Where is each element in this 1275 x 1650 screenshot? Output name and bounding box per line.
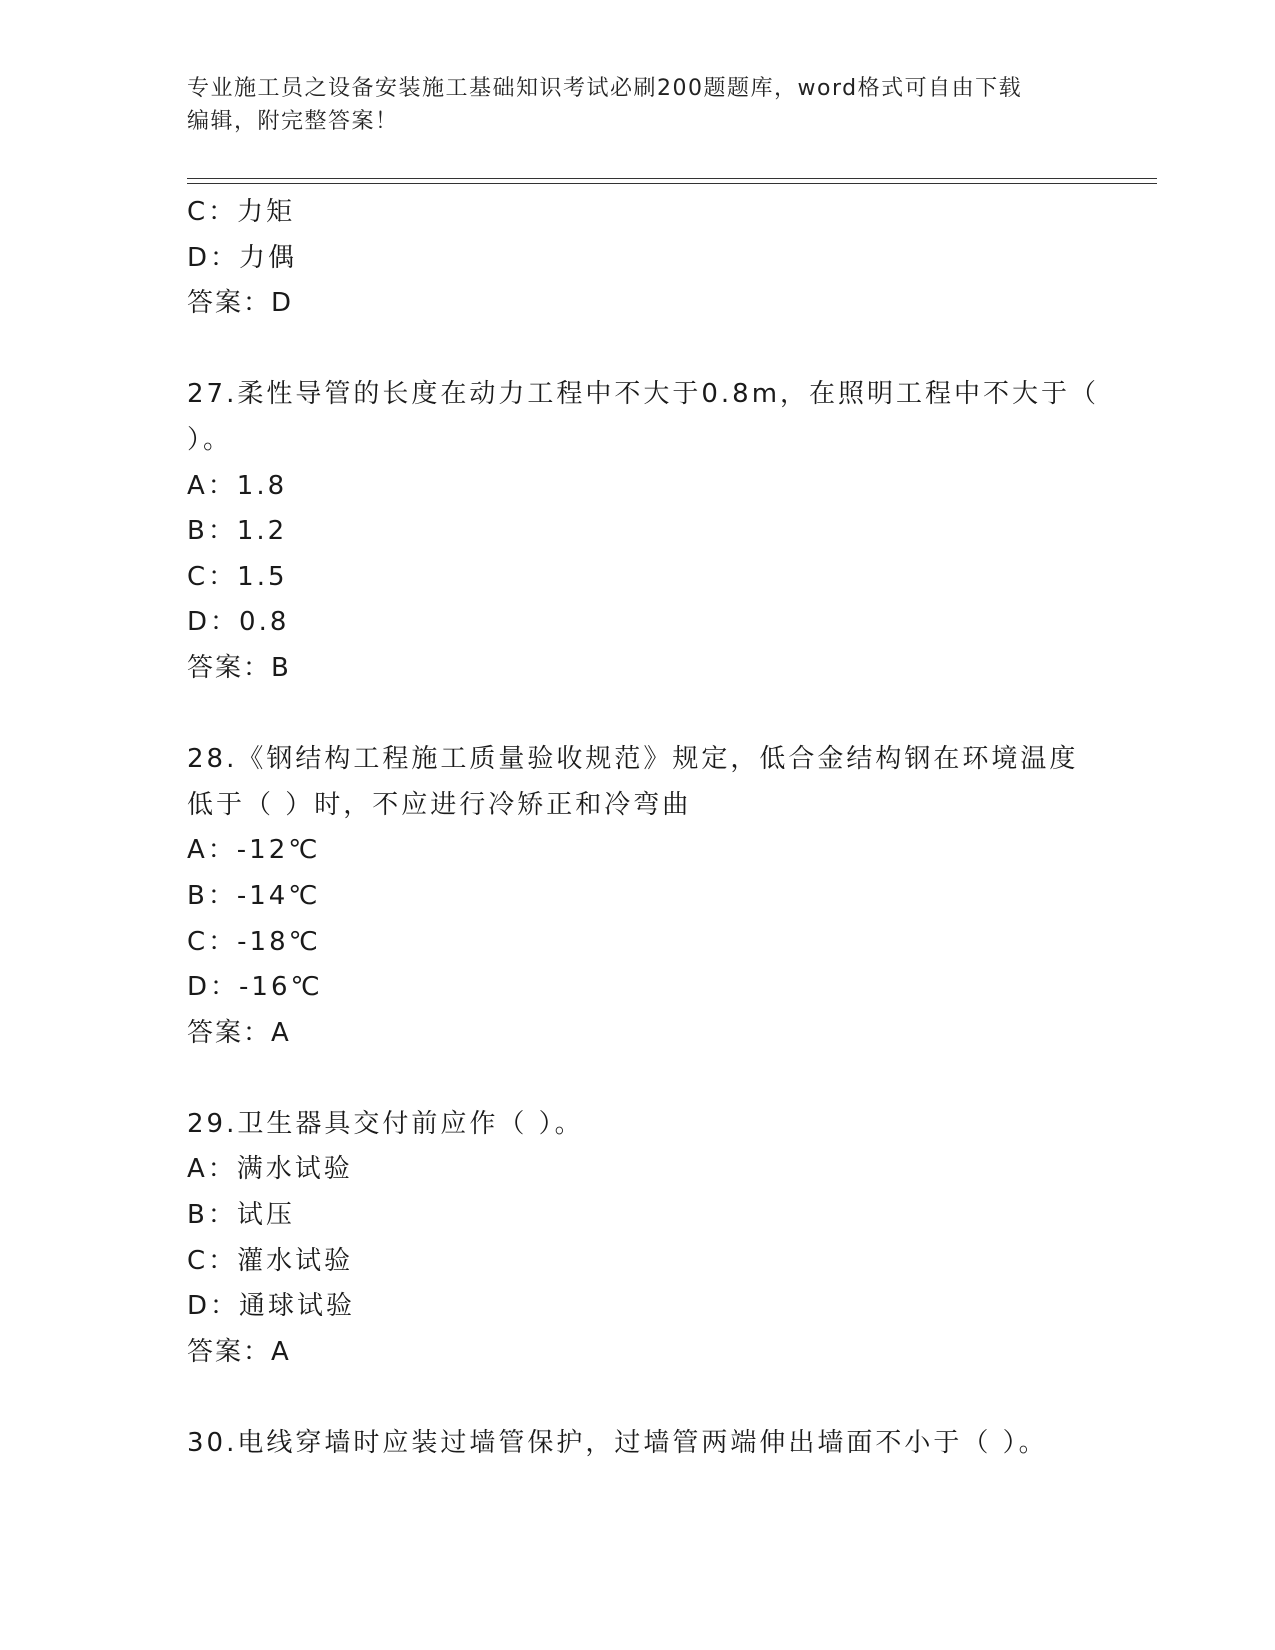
question-text: 30.电线穿墙时应装过墙管保护，过墙管两端伸出墙面不小于（ ）。	[187, 1428, 1048, 1459]
header-divider-top	[187, 178, 1157, 179]
question-27	[187, 372, 1100, 691]
question-text: 29.卫生器具交付前应作（ ）。	[187, 1108, 584, 1139]
question-text: 28.《钢结构工程施工质量验收规范》规定，低合金结构钢在环境温度	[187, 744, 1079, 775]
document-header	[187, 72, 1087, 138]
option-a: A：满水试验	[187, 1154, 353, 1185]
option-d: D：-16℃	[187, 972, 323, 1003]
question-list	[187, 190, 1100, 1467]
question-text-continued: ）。	[187, 424, 233, 455]
option-c: C：-18℃	[187, 926, 321, 957]
question-text-continued: 低于（ ）时，不应进行冷矫正和冷弯曲	[187, 789, 692, 820]
option-c: C：1.5	[187, 561, 288, 592]
option-b: B：试压	[187, 1200, 295, 1231]
answer-line: 答案：B	[187, 652, 291, 683]
question-26-tail	[187, 190, 1087, 327]
spacer	[187, 692, 1087, 738]
question-28	[187, 737, 1087, 1056]
option-d: D：通球试验	[187, 1291, 356, 1322]
option-d: D：力偶	[187, 242, 298, 273]
question-text: 27.柔性导管的长度在动力工程中不大于0.8m，在照明工程中不大于（	[187, 379, 1100, 410]
option-c: C：灌水试验	[187, 1245, 354, 1276]
option-a: A：-12℃	[187, 835, 321, 866]
header-divider-bottom	[187, 183, 1157, 184]
answer-line: 答案：A	[187, 1017, 291, 1048]
option-d: D：0.8	[187, 607, 290, 638]
option-b: B：-14℃	[187, 880, 321, 911]
spacer	[187, 327, 1087, 373]
answer-line: 答案：D	[187, 288, 294, 319]
answer-line: 答案：A	[187, 1336, 291, 1367]
document-title-line-1: 专业施工员之设备安装施工基础知识考试必刷200题题库，word格式可自由下载	[187, 76, 1023, 101]
spacer	[187, 1056, 1087, 1102]
spacer	[187, 1375, 1087, 1421]
document-title-line-2: 编辑，附完整答案！	[187, 109, 399, 134]
question-29	[187, 1102, 1087, 1376]
option-a: A：1.8	[187, 470, 288, 501]
option-b: B：1.2	[187, 516, 288, 547]
option-c: C：力矩	[187, 197, 296, 227]
question-30	[187, 1421, 1087, 1467]
